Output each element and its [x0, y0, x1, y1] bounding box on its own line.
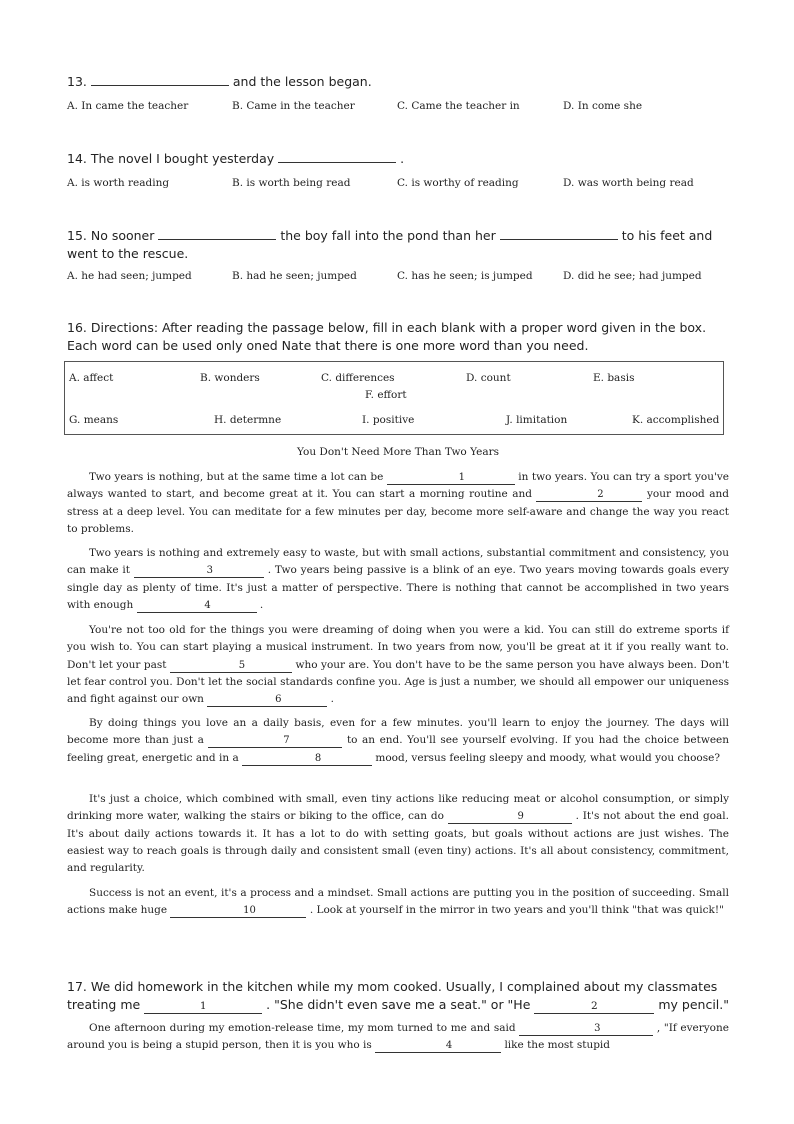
option-c[interactable]: C. Came the teacher in	[397, 100, 520, 112]
passage-paragraph-3	[67, 622, 729, 708]
option-b[interactable]: B. Came in the teacher	[232, 100, 355, 112]
text: . Two years being passive is a blink of an eye. Two years moving towards goals every single day as plenty of time. It's just a matter of perspective. There is nothing that cannot be accomplished in two years with enough	[67, 564, 730, 611]
question-text: 15. No sooner	[67, 228, 155, 243]
answer-blank[interactable]	[278, 149, 396, 163]
text: .	[330, 693, 334, 706]
passage-title: You Don't Need More Than Two Years	[296, 446, 499, 458]
word-d: D. count	[466, 372, 511, 384]
text: . Look at yourself in the mirror in two years and you'll think "that was quick!"	[309, 904, 724, 917]
text: It's just a choice, which combined with small, even tiny actions like reducing meat or alcohol consumption, or simply drinking more water, walking the stairs or biking to the office, can do	[67, 793, 729, 823]
text: Two years is nothing and extremely easy to waste, but with small actions, substantial commitment and consistency, you can make it	[67, 547, 729, 577]
answer-blank-2[interactable]	[500, 226, 618, 240]
blank-2[interactable]: 2	[536, 488, 642, 502]
question-15	[67, 226, 729, 263]
blank-9[interactable]: 9	[448, 810, 572, 824]
question-text: and the lesson began.	[232, 74, 372, 89]
option-a[interactable]: A. he had seen; jumped	[67, 270, 192, 282]
text: like the most stupid	[504, 1039, 611, 1052]
question-text-end: to his feet and went to the rescue.	[67, 228, 713, 261]
answer-blank-1[interactable]	[158, 226, 276, 240]
word-k: K. accomplished	[632, 414, 720, 426]
question-number: 13.	[67, 74, 87, 89]
text: Two years is nothing, but at the same time a lot can be	[89, 471, 384, 483]
question-13	[67, 72, 729, 91]
blank-6[interactable]: 6	[207, 693, 327, 707]
question-text: 17. We did homework in the kitchen while my mom cooked. Usually, I complained about my classmates treating me	[67, 979, 718, 1012]
passage-paragraph-4	[67, 715, 729, 767]
q17-blank-2[interactable]: 2	[534, 1000, 654, 1014]
blank-7[interactable]: 7	[208, 734, 342, 748]
passage-paragraph-5	[67, 791, 729, 877]
option-d[interactable]: D. was worth being read	[563, 177, 694, 189]
question-text-mid: the boy fall into the pond than her	[280, 228, 496, 243]
blank-10[interactable]: 10	[170, 904, 306, 918]
text: to an end. You'll see yourself evolving. If you had the choice between feeling great, energetic and in a	[67, 734, 730, 764]
text: One afternoon during my emotion-release time, my mom turned to me and said	[89, 1022, 516, 1034]
question-17-paragraph	[67, 1020, 729, 1055]
text: You're not too old for the things you were dreaming of doing when you were a kid. You can still do extreme sports if you wish to. You can start playing a musical instrument. In two years from now, you'll be great at it if you really want to. Don't let your past	[67, 624, 729, 671]
q17-blank-4[interactable]: 4	[375, 1039, 501, 1053]
option-d[interactable]: D. did he see; had jumped	[563, 270, 702, 282]
blank-3[interactable]: 3	[134, 564, 264, 578]
question-text: 14. The novel I bought yesterday	[67, 151, 275, 166]
q17-blank-1[interactable]: 1	[144, 1000, 262, 1014]
question-16-directions: 16. Directions: After reading the passage below, fill in each blank with a proper word given in the box. Each word can be used only oned Nate that there is one more word than you need.	[67, 320, 707, 353]
text: .	[259, 598, 264, 611]
passage-paragraph-2	[67, 545, 729, 614]
text: in two years. You can try a sport you've always wanted to start, and become great at it. You can start a morning routine and	[67, 471, 730, 501]
blank-8[interactable]: 8	[242, 752, 372, 766]
text: who your are. You don't have to be the same person you have always been. Don't let fear control you. Don't let the social standards confine you. Age is just a number, we should all empower our uniqueness and fight against our own	[67, 658, 729, 706]
question-text-end: .	[400, 151, 405, 166]
option-a[interactable]: A. In came the teacher	[67, 100, 189, 112]
text: Success is not an event, it's a process and a mindset. Small actions are putting you in the position of succeeding. Small actions make huge	[67, 887, 729, 917]
question-text: my pencil."	[658, 997, 729, 1012]
question-17	[67, 978, 729, 1014]
word-e: E. basis	[593, 372, 635, 384]
text: By doing things you love an a daily basis, even for a few minutes. you'll learn to enjoy the journey. The days will become more than just a	[67, 717, 729, 747]
word-i: I. positive	[362, 414, 415, 426]
text: your mood and stress at a deep level. You can meditate for a few minutes per day, become more self-aware and change the way you react to problems.	[67, 488, 729, 535]
text: mood, versus feeling sleepy and moody, what would you choose?	[375, 751, 720, 764]
word-b: B. wonders	[200, 372, 260, 384]
answer-blank[interactable]	[91, 72, 229, 86]
question-text: . "She didn't even save me a seat." or "He	[266, 997, 531, 1012]
blank-5[interactable]: 5	[170, 659, 292, 673]
option-a[interactable]: A. is worth reading	[67, 177, 170, 189]
question-14	[67, 149, 729, 168]
word-f: F. effort	[365, 389, 407, 401]
q17-blank-3[interactable]: 3	[519, 1022, 653, 1036]
word-h: H. determne	[214, 414, 282, 426]
option-b[interactable]: B. had he seen; jumped	[232, 270, 357, 282]
option-b[interactable]: B. is worth being read	[232, 177, 351, 189]
option-d[interactable]: D. In come she	[563, 100, 643, 112]
word-j: J. limitation	[506, 414, 568, 426]
text: , "If everyone around you is being a stupid person, then it is you who is	[67, 1022, 729, 1052]
passage-paragraph-6	[67, 885, 729, 920]
option-c[interactable]: C. has he seen; is jumped	[397, 270, 533, 282]
word-g: G. means	[69, 414, 119, 426]
word-a: A. affect	[69, 372, 114, 384]
blank-4[interactable]: 4	[137, 599, 257, 613]
option-c[interactable]: C. is worthy of reading	[397, 177, 519, 189]
word-c: C. differences	[321, 372, 395, 384]
word-box	[64, 361, 724, 435]
passage-paragraph-1	[67, 469, 729, 538]
text: . It's not about the end goal. It's about daily actions towards it. It has a lot to do with setting goats, but goals without actions are just wishes. The easiest way to reach goals is through daily and consistent small (even tiny) actions. It's all about consistency, commitment, and regularity.	[67, 810, 729, 875]
blank-1[interactable]: 1	[387, 471, 515, 485]
